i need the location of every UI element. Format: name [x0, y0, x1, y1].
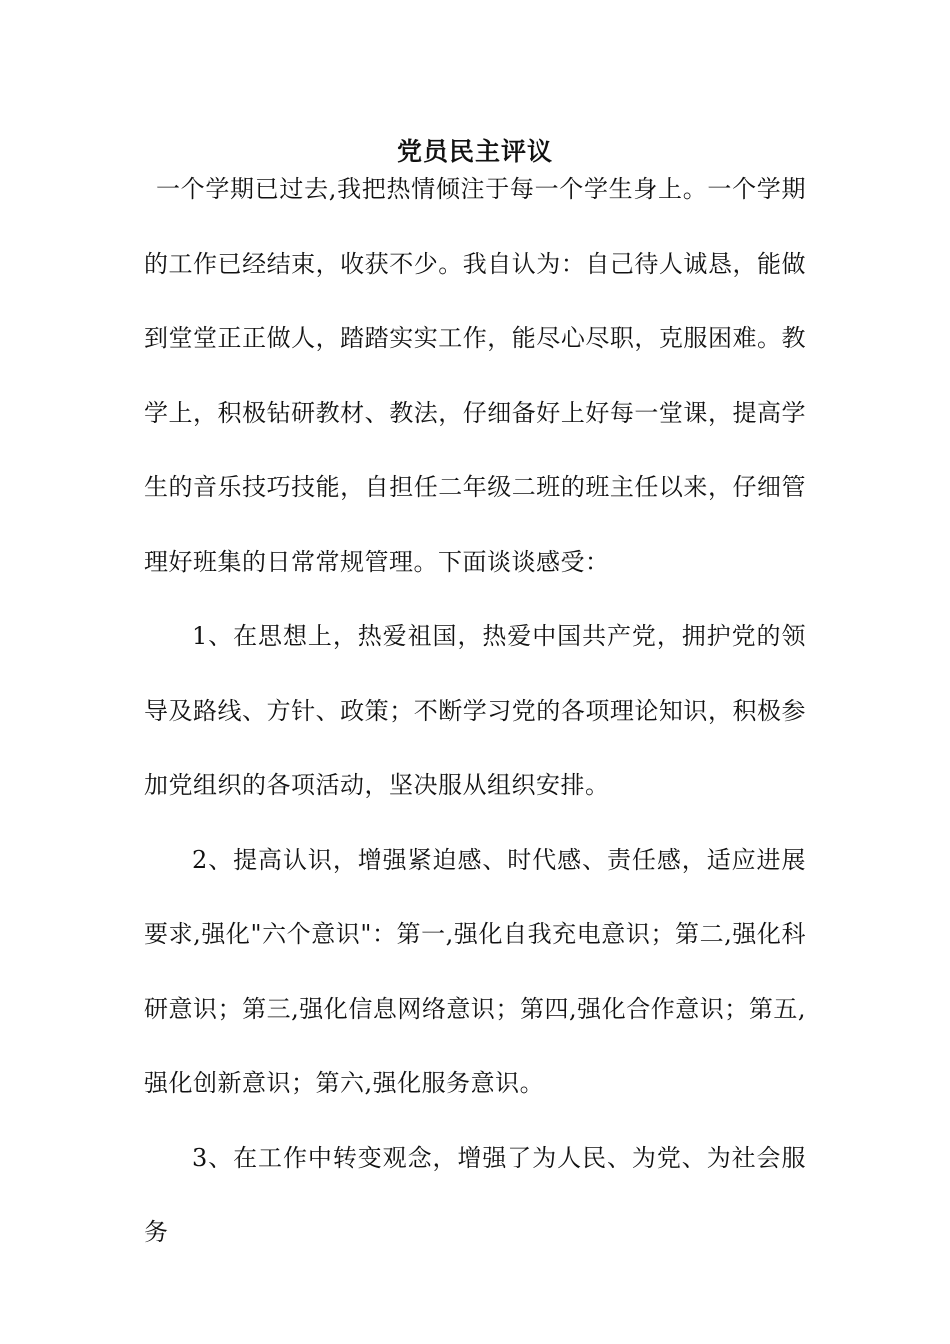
document-body: [144, 176, 806, 1270]
paragraph-intro: 一个学期已过去,我把热情倾注于每一个学生身上。一个学期的工作已经结束，收获不少。我自认为：自己待人诚恳，能做到堂堂正正做人，踏踏实实工作，能尽心尽职，克服困难。教学上，积极钻研教材、教法，仔细备好上好每一堂课，提高学生的音乐技巧技能，自担任二年级二班的班主任以来，仔细管理好班集的日常常规管理。下面谈谈感受：: [144, 175, 806, 576]
paragraph-point-1: 1、在思想上，热爱祖国，热爱中国共产党，拥护党的领导及路线、方针、政策；不断学习党的各项理论知识，积极参加党组织的各项活动，坚决服从组织安排。: [144, 622, 806, 799]
paragraph-point-2: 2、提高认识，增强紧迫感、时代感、责任感，适应进展要求,强化"六个意识"：第一,强化自我充电意识；第二,强化科研意识；第三,强化信息网络意识；第四,强化合作意识；第五,强化创新意识；第六,强化服务意识。: [144, 845, 806, 1097]
document-title: 党员民主评议: [396, 137, 553, 166]
paragraph-point-3: 3、在工作中转变观念，增强了为人民、为党、为社会服务: [144, 1143, 806, 1246]
